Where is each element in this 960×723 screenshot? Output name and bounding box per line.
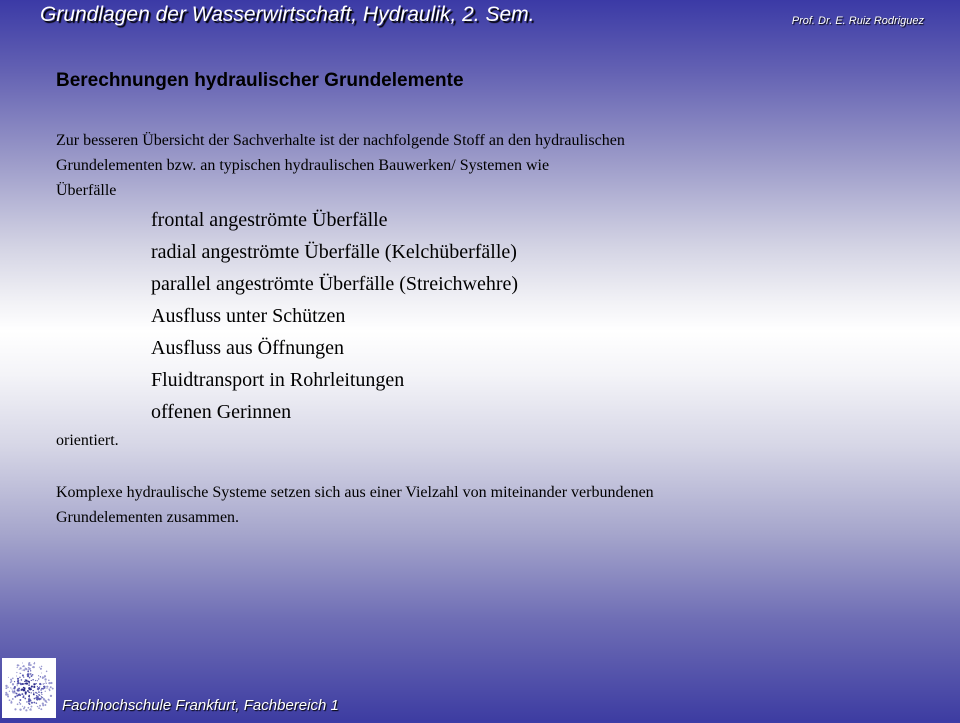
orient-text: orientiert. [56,432,119,449]
list-item: frontal angeströmte Überfälle [151,209,388,231]
starburst-logo-icon [2,658,56,718]
intro-line: Grundelementen bzw. an typischen hydraulischen Bauwerken/ Systemen wie [56,157,550,174]
outro-paragraph [56,480,896,530]
intro-paragraph [56,128,896,203]
slide-title: Berechnungen hydraulischer Grundelemente [56,70,464,91]
outro-line: Komplexe hydraulische Systeme setzen sich aus einer Vielzahl von miteinander verbundenen [56,484,654,501]
list-item: Ausfluss unter Schützen [151,305,346,327]
outro-line: Grundelementen zusammen. [56,509,240,526]
list-item: Ausfluss aus Öffnungen [151,337,344,359]
intro-line: Zur besseren Übersicht der Sachverhalte ist der nachfolgende Stoff an den hydraulischen [56,132,625,149]
element-list [151,204,518,428]
list-item: parallel angeströmte Überfälle (Streichwehre) [151,273,519,295]
list-item: offenen Gerinnen [151,401,292,423]
intro-line: Überfälle [56,182,117,199]
footer-text: Fachhochschule Frankfurt, Fachbereich 1 [62,697,339,714]
list-item: Fluidtransport in Rohrleitungen [151,369,405,391]
list-item: radial angeströmte Überfälle (Kelchüberfälle) [151,241,517,263]
header-author: Prof. Dr. E. Ruiz Rodriguez [791,15,924,27]
header-title: Grundlagen der Wasserwirtschaft, Hydraulik, 2. Sem. [40,3,535,26]
